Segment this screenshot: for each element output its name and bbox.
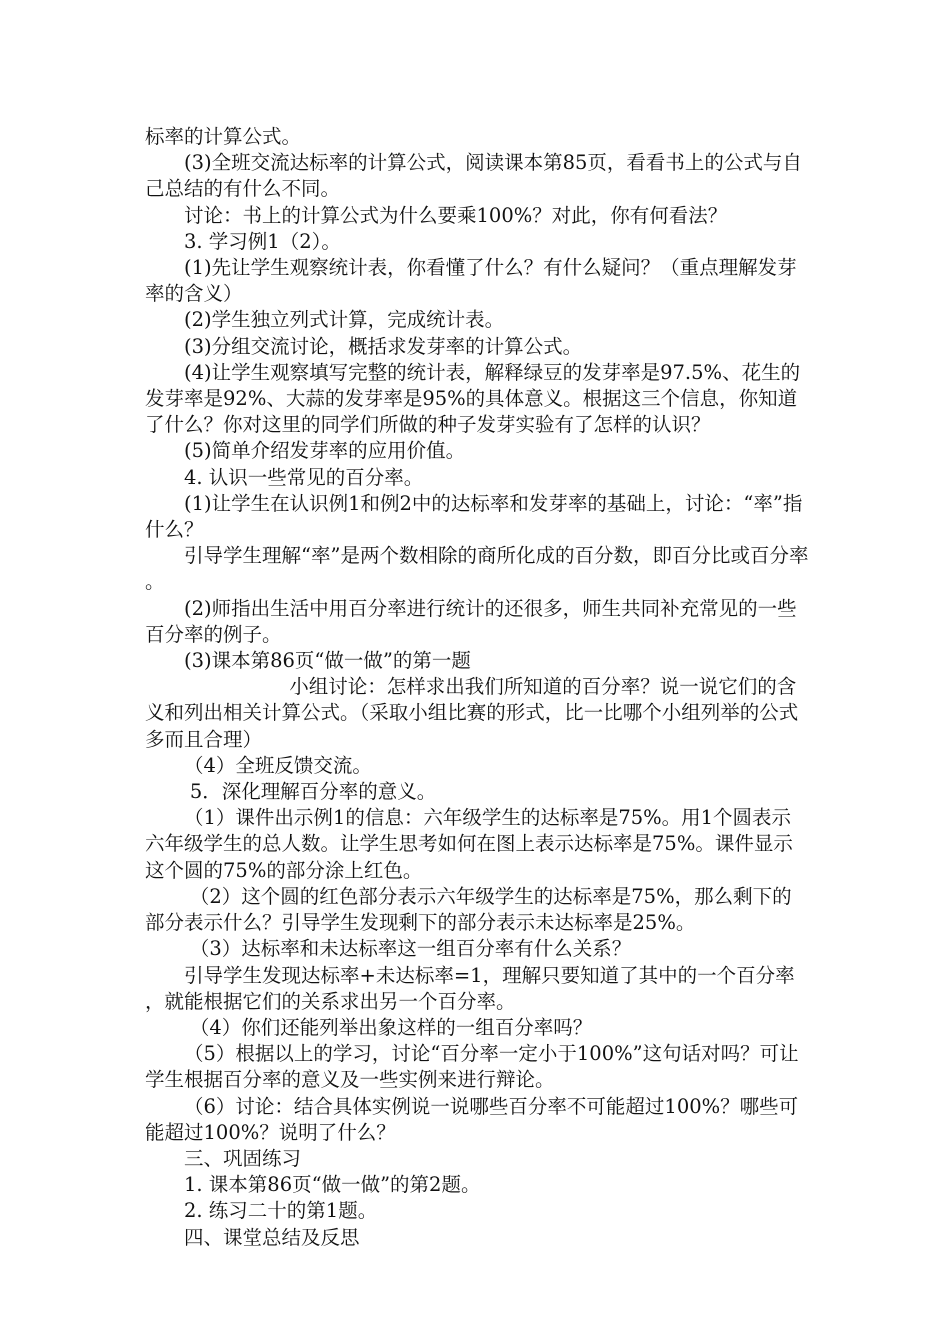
paragraph: 引导学生理解“率”是两个数相除的商所化成的百分数，即百分比或百分率。 (145, 544, 809, 594)
paragraph: 引导学生发现达标率+未达标率=1，理解只要知道了其中的一个百分率，就能根据它们的关系求出另一个百分率。 (145, 963, 795, 1013)
paragraph: (2)学生独立列式计算，完成统计表。 (184, 308, 505, 332)
paragraph: (3)分组交流讨论，概括求发芽率的计算公式。 (184, 334, 583, 358)
paragraph: （3）达标率和未达标率这一组百分率有什么关系？ (189, 937, 632, 961)
section-heading: 3. 学习例1（2）。 (184, 229, 341, 253)
paragraph: 讨论：书上的计算公式为什么要乘100%？对此，你有何看法？ (184, 203, 728, 227)
paragraph: (3)课本第86页“做一做”的第一题 (184, 649, 471, 673)
section-heading: 四、课堂总结及反思 (184, 1225, 360, 1249)
section-heading: 三、巩固练习 (184, 1146, 302, 1170)
paragraph: （6）讨论：结合具体实例说一说哪些百分率不可能超过100%？哪些可能超过100%？说明了什么？ (145, 1094, 799, 1144)
document-body (145, 124, 810, 1251)
paragraph: (3)全班交流达标率的计算公式，阅读课本第85页，看看书上的公式与自己总结的有什么不同。 (145, 151, 802, 201)
paragraph: 标率的计算公式。 (145, 125, 302, 148)
paragraph: 小组讨论：怎样求出我们所知道的百分率？说一说它们的含义和列出相关计算公式。（采取小组比赛的形式，比一比哪个小组列举的公式多而且合理） (145, 675, 799, 751)
section-heading: 5．深化理解百分率的意义。 (189, 780, 437, 804)
paragraph: (4)让学生观察填写完整的统计表，解释绿豆的发芽率是97.5%、花生的发芽率是92%、大蒜的发芽率是95%的具体意义。根据这三个信息，你知道了什么？你对这里的同学们所做的种子发芽实验有了怎样的认识？ (145, 360, 801, 437)
paragraph: （1）课件出示例1的信息：六年级学生的达标率是75%。用1个圆表示六年级学生的总人数。让学生思考如何在图上表示达标率是75%。课件显示这个圆的75%的部分涂上红色。 (145, 806, 793, 882)
paragraph: 1. 课本第86页“做一做”的第2题。 (184, 1173, 481, 1197)
paragraph: （4）全班反馈交流。 (184, 753, 372, 777)
paragraph: (1)先让学生观察统计表，你看懂了什么？有什么疑问？（重点理解发芽率的含义） (145, 256, 797, 306)
section-heading: 4. 认识一些常见的百分率。 (184, 465, 424, 489)
paragraph: （2）这个圆的红色部分表示六年级学生的达标率是75%，那么剩下的部分表示什么？引导学生发现剩下的部分表示未达标率是25%。 (145, 884, 792, 935)
paragraph: (1)让学生在认识例1和例2中的达标率和发芽率的基础上，讨论：“率”指什么？ (145, 491, 803, 542)
paragraph: （5）根据以上的学习，讨论“百分率一定小于100%”这句话对吗？可让学生根据百分率的意义及一些实例来进行辩论。 (145, 1042, 799, 1092)
paragraph: 2. 练习二十的第1题。 (184, 1199, 378, 1223)
paragraph: （4）你们还能列举出象这样的一组百分率吗？ (189, 1015, 593, 1039)
paragraph: (2)师指出生活中用百分率进行统计的还很多，师生共同补充常见的一些百分率的例子。 (145, 596, 797, 646)
paragraph: (5)简单介绍发芽率的应用价值。 (184, 439, 466, 463)
